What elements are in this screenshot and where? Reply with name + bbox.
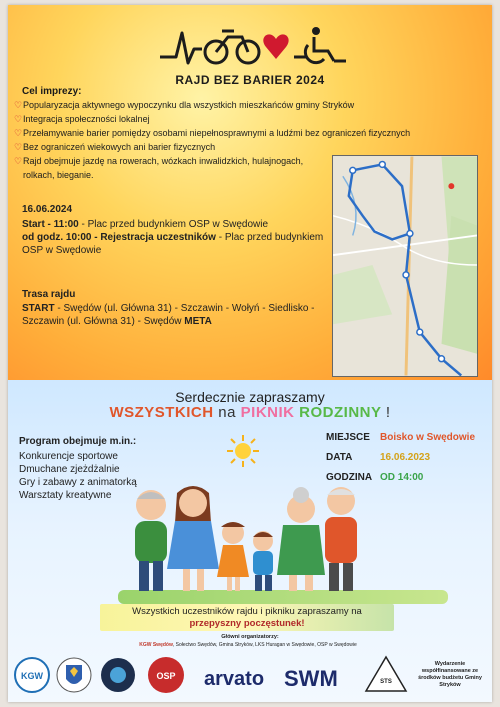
- heart-icon: ♡: [14, 100, 23, 110]
- svg-text:KGW: KGW: [21, 671, 43, 681]
- sts-logo-icon: [366, 657, 406, 691]
- program-heading: Program obejmuje m.in.:: [19, 436, 137, 447]
- svg-text:STS: STS: [380, 679, 392, 685]
- heart-icon: ♡: [14, 142, 23, 152]
- event-title: RAJD BEZ BARIER 2024: [175, 73, 325, 87]
- program-item: Konkurencje sportowe: [19, 451, 118, 462]
- program-item: Gry i zabawy z animatorką: [19, 477, 137, 488]
- boy-figure: [253, 531, 273, 591]
- goals-heading: Cel imprezy:: [22, 86, 82, 97]
- rally-logo-icon: [158, 19, 348, 71]
- swm-logo-icon: SWM: [284, 666, 338, 691]
- program-item: Warsztaty kreatywne: [19, 490, 112, 501]
- grandpa-figure: [135, 490, 167, 591]
- rally-schedule: Start - 11:00 - Plac przed budynkiem OSP w Swędowie od godz. 10:00 - Rejestracja uczestników - Plac przed budynkiem OSP w Swędowie: [22, 219, 324, 256]
- arvato-logo-icon: arvato: [204, 668, 265, 690]
- goal-item: ♡ Integracja społeczności lokalnej: [14, 114, 150, 124]
- family-illustration: [123, 483, 361, 603]
- heart-icon: ♡: [14, 156, 23, 166]
- picnic-section: Serdecznie zapraszamy WSZYSTKICH na PIKNIK RODZINNY ! Program obejmuje m.in.: Konkurencje sportowe Dmuchane zjeżdżalnie Gry i zabawy z animatorką Warsztaty kreatywne MIEJSCE Boisko w Swędowie DATA 16.06.2023 GODZINA OD 14:00 Wszystkich uczestników rajdu i pikniku zapraszamy na przepyszny poczęstunek! Główni organizatorzy: KGW Swędów, Sołectwo Swędów, Gmina Stryków, LKS Huragan w Swędowie, OSP w Swędowie KGW OSP arvato SWM STS Wydarzenie współfinansowane ze środków budżetu Gminy Stryków: [8, 380, 492, 702]
- route-description: START - Swędów (ul. Główna 31) - Szczawin - Wołyń - Siedlisko - Szczawin (ul. Główna 31) - Swędów META: [22, 303, 315, 327]
- goal-item: ♡ Popularyzacja aktywnego wypoczynku dla wszystkich mieszkańców gminy Stryków: [14, 100, 355, 110]
- poster: [8, 5, 492, 702]
- grandma-figure: [277, 487, 325, 591]
- program-list: [19, 450, 137, 502]
- kgw-logo-icon: [15, 658, 49, 692]
- gmina-crest-icon: [57, 658, 91, 692]
- osp-logo-icon: [148, 657, 184, 693]
- svg-text:OSP: OSP: [156, 671, 176, 681]
- heart-icon: ♡: [14, 114, 23, 124]
- refreshment-banner: Wszystkich uczestników rajdu i pikniku zapraszamy na przepyszny poczęstunek!: [100, 604, 394, 631]
- route-map: [332, 155, 478, 377]
- goal-item: ♡ Rajd obejmuje jazdę na rowerach, wózkach inwalidzkich, hulajnogach, rolkach, bieganie.: [14, 156, 304, 180]
- invite-text: Serdecznie zapraszamy: [175, 389, 325, 405]
- huragan-logo-icon: [101, 658, 135, 692]
- girl-figure: [217, 522, 249, 591]
- goal-item: ♡ Przełamywanie barier pomiędzy osobami niepełnosprawnymi a ludźmi bez ograniczeń fizycznych: [14, 128, 411, 138]
- program-item: Dmuchane zjeżdżalnie: [19, 464, 120, 475]
- organizers-heading: Główni organizatorzy:: [221, 634, 279, 640]
- picnic-headline: WSZYSTKICH na PIKNIK RODZINNY !: [109, 404, 391, 421]
- organizers-list: KGW Swędów, Sołectwo Swędów, Gmina Stryków, LKS Huragan w Swędowie, OSP w Swędowie: [139, 642, 357, 648]
- goal-item: ♡ Bez ograniczeń wiekowych ani barier fizycznych: [14, 142, 216, 152]
- route-heading: Trasa rajdu: [22, 289, 76, 300]
- heart-icon: ♡: [14, 128, 23, 138]
- grandfather-figure: [325, 487, 357, 591]
- rally-date: 16.06.2024: [22, 204, 73, 215]
- rally-section: [8, 5, 492, 380]
- cofinance-note: Wydarzenie współfinansowane ze środków budżetu Gminy Stryków: [418, 661, 482, 688]
- sun-icon: [226, 434, 260, 468]
- mother-figure: [167, 486, 219, 591]
